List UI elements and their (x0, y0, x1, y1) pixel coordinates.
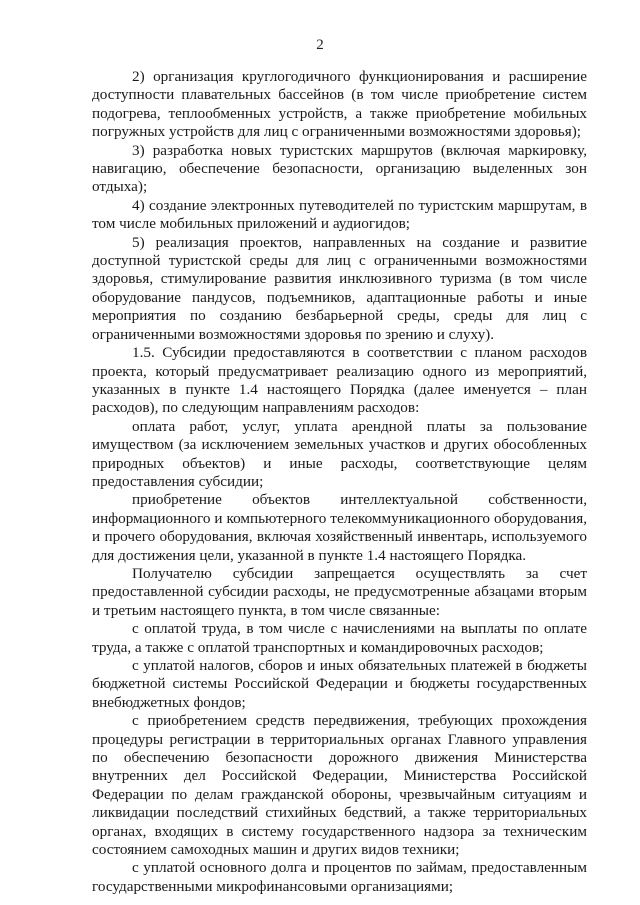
paragraph-prohibited-vehicles: с приобретением средств передвижения, требующих прохождения процедуры регистрации в территориальных органах Главного управления по обеспечению безопасности дорожного движения Министерства внутренних дел Российской Федерации, Министерства Российской Федерации по делам гражданской обороны, чрезвычайным ситуациям и ликвидации последствий стихийных бедствий, а также территориальных органах, входящих в систему государственного надзора за техническим состоянием самоходных машин и других видов техники; (92, 712, 587, 859)
paragraph-item-2: 2) организация круглогодичного функционирования и расширение доступности плавательных бассейнов (в том числе приобретение систем подогрева, теплообменных устройств, а также приобретение мобильных погружных устройств для лиц с ограниченными возможностями здоровья); (92, 68, 587, 141)
paragraph-expense-direction-1: оплата работ, услуг, уплата арендной платы за пользование имуществом (за исключением земельных участков и других обособленных природных объектов) и иные расходы, соответствующие целям предоставления субсидии; (92, 417, 587, 490)
document-body (92, 68, 587, 896)
paragraph-item-3: 3) разработка новых туристских маршрутов (включая маркировку, навигацию, обеспечение безопасности, организацию выделенных зон отдыха); (92, 141, 587, 196)
page-number: 2 (316, 37, 324, 53)
paragraph-expense-direction-2: приобретение объектов интеллектуальной собственности, информационного и компьютерного телекоммуникационного оборудования, и прочего оборудования, включая хозяйственный инвентарь, используемого для достижения цели, указанной в пункте 1.4 настоящего Порядка. (92, 491, 587, 564)
paragraph-item-4: 4) создание электронных путеводителей по туристским маршрутам, в том числе мобильных приложений и аудиогидов; (92, 196, 587, 233)
paragraph-prohibited-taxes: с уплатой налогов, сборов и иных обязательных платежей в бюджеты бюджетной системы Российской Федерации и бюджеты государственных внебюджетных фондов; (92, 657, 587, 711)
paragraph-prohibited-labor: с оплатой труда, в том числе с начислениями на выплаты по оплате труда, а также с оплатой транспортных и командировочных расходов; (92, 620, 587, 656)
paragraph-prohibited-loans: с уплатой основного долга и процентов по займам, предоставленным государственными микрофинансовыми организациями; (92, 859, 587, 895)
paragraph-item-5: 5) реализация проектов, направленных на создание и развитие доступной туристской среды для лиц с ограниченными возможностями здоровья, стимулирование развития инклюзивного туризма (в том числе оборудование пандусов, подъемников, адаптационные работы и иные мероприятия по созданию безбарьерной среды, среды для лиц с ограниченными возможностями здоровья по зрению и слуху). (92, 233, 587, 343)
paragraph-prohibition: Получателю субсидии запрещается осуществлять за счет предоставленной субсидии расходы, не предусмотренные абзацами вторым и третьим настоящего пункта, в том числе связанные: (92, 564, 587, 619)
paragraph-section-1-5: 1.5. Субсидии предоставляются в соответствии с планом расходов проекта, который предусматривает реализацию одного из мероприятий, указанных в пункте 1.4 настоящего Порядка (далее именуется – план расходов), по следующим направлениям расходов: (92, 344, 587, 417)
